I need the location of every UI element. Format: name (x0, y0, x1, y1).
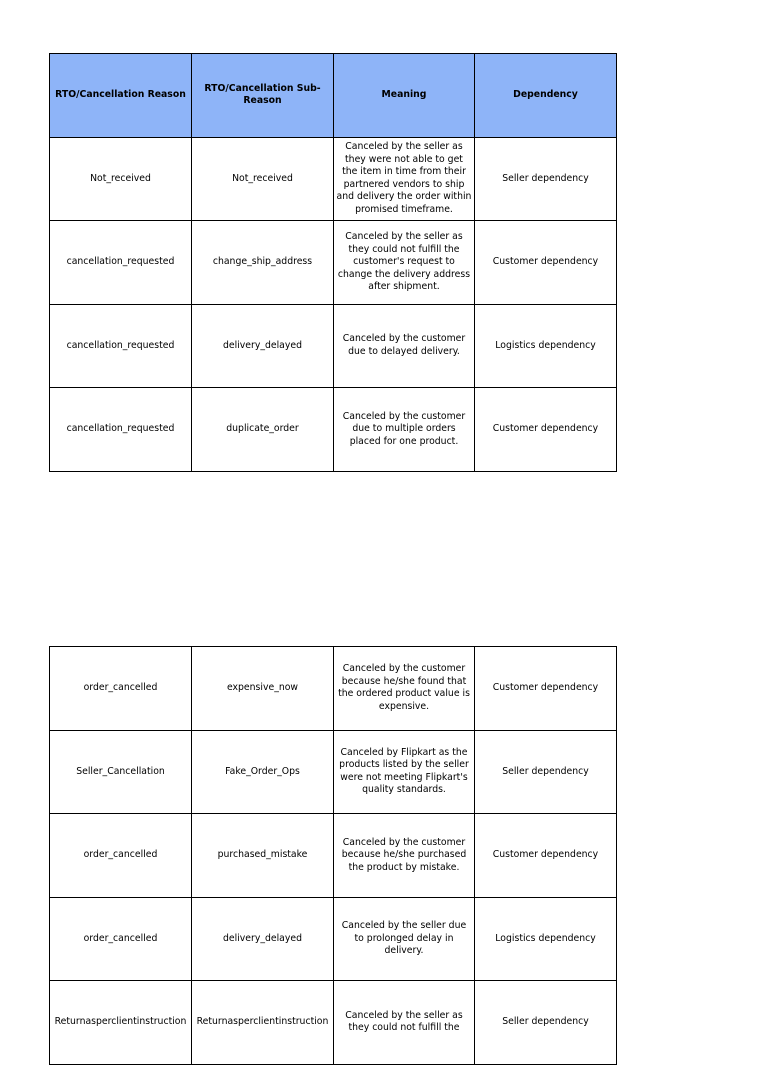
table-row (50, 730, 617, 814)
cell-dependency: Customer dependency (475, 221, 617, 305)
cell-meaning: Canceled by the seller due to prolonged delay in delivery. (334, 897, 475, 981)
cell-meaning: Canceled by the seller as they could not fulfill the customer's request to change the delivery address after shipment. (334, 221, 475, 305)
cell-reason: Returnasperclientinstruction (50, 981, 192, 1065)
table-row (50, 647, 617, 731)
cell-sub-reason: Fake_Order_Ops (192, 730, 334, 814)
cell-meaning: Canceled by the seller as they were not able to get the item in time from their partnered vendors to ship and delivery the order within promised timeframe. (334, 137, 475, 221)
cell-reason: cancellation_requested (50, 388, 192, 472)
cell-dependency: Customer dependency (475, 388, 617, 472)
table-header-row (50, 54, 617, 138)
cell-reason: order_cancelled (50, 897, 192, 981)
cell-reason: cancellation_requested (50, 304, 192, 388)
cell-sub-reason: purchased_mistake (192, 814, 334, 898)
cancellation-reasons-table-1 (49, 53, 617, 472)
cell-reason: cancellation_requested (50, 221, 192, 305)
cell-meaning: Canceled by the customer because he/she purchased the product by mistake. (334, 814, 475, 898)
cell-sub-reason: delivery_delayed (192, 304, 334, 388)
cell-sub-reason: change_ship_address (192, 221, 334, 305)
cell-sub-reason: duplicate_order (192, 388, 334, 472)
cancellation-reasons-table-2 (49, 646, 617, 1065)
cell-dependency: Seller dependency (475, 981, 617, 1065)
cell-sub-reason: delivery_delayed (192, 897, 334, 981)
table-row (50, 814, 617, 898)
table-row (50, 897, 617, 981)
cell-dependency: Seller dependency (475, 730, 617, 814)
table-row (50, 981, 617, 1065)
cell-dependency: Logistics dependency (475, 897, 617, 981)
cell-sub-reason: Not_received (192, 137, 334, 221)
cell-sub-reason: Returnasperclientinstruction (192, 981, 334, 1065)
cell-reason: order_cancelled (50, 814, 192, 898)
cell-reason: order_cancelled (50, 647, 192, 731)
header-sub-reason: RTO/Cancellation Sub-Reason (192, 54, 334, 138)
cell-meaning: Canceled by the customer because he/she found that the ordered product value is expensive. (334, 647, 475, 731)
cell-dependency: Customer dependency (475, 647, 617, 731)
table-row (50, 388, 617, 472)
header-meaning: Meaning (334, 54, 475, 138)
header-reason: RTO/Cancellation Reason (50, 54, 192, 138)
table-row (50, 304, 617, 388)
cell-dependency: Logistics dependency (475, 304, 617, 388)
cell-sub-reason: expensive_now (192, 647, 334, 731)
cell-dependency: Seller dependency (475, 137, 617, 221)
cell-meaning: Canceled by the customer due to delayed delivery. (334, 304, 475, 388)
cell-meaning: Canceled by Flipkart as the products listed by the seller were not meeting Flipkart's quality standards. (334, 730, 475, 814)
table-row (50, 221, 617, 305)
cell-dependency: Customer dependency (475, 814, 617, 898)
cell-meaning: Canceled by the customer due to multiple orders placed for one product. (334, 388, 475, 472)
cell-reason: Seller_Cancellation (50, 730, 192, 814)
cell-meaning: Canceled by the seller as they could not fulfill the (334, 981, 475, 1065)
cell-reason: Not_received (50, 137, 192, 221)
header-dependency: Dependency (475, 54, 617, 138)
table-row (50, 137, 617, 221)
